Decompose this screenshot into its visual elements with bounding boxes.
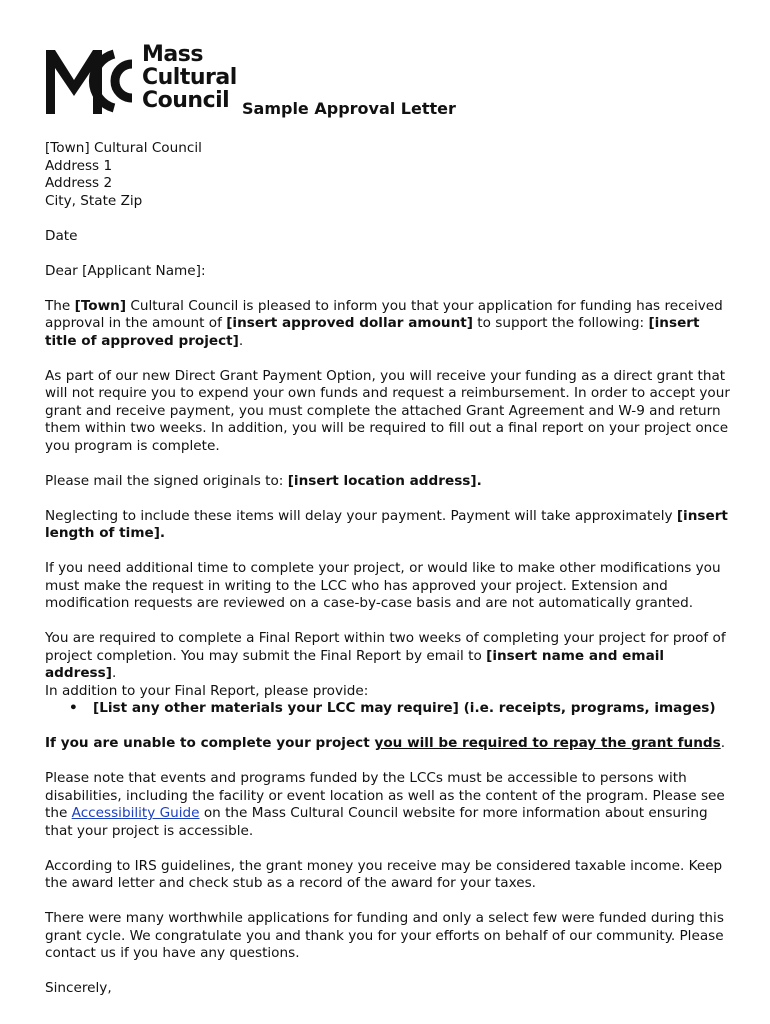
text-run: . — [111, 665, 117, 681]
paragraph-mail — [45, 473, 730, 491]
placeholder-town: [Town] — [74, 297, 127, 314]
paragraph-approval — [45, 298, 730, 351]
text-run: In addition to your Final Report, please provide: — [45, 682, 369, 699]
paragraph-final-report — [45, 630, 730, 700]
paragraph-accessibility — [45, 770, 730, 840]
placeholder-project-title: [insert title of approved project] — [45, 315, 700, 349]
placeholder-location-address: [insert location address]. — [287, 472, 482, 489]
text-run: . — [720, 735, 726, 751]
mass-cultural-council-logo — [44, 44, 244, 116]
address-line-2: Address 1 — [45, 157, 113, 174]
logo-line-council: Council — [142, 88, 230, 113]
mcc-logo-mark-icon — [44, 46, 134, 116]
paragraph-irs: According to IRS guidelines, the grant money you receive may be considered taxable income. Keep the award letter and check stub as a record of the award for your taxes. — [45, 857, 723, 891]
placeholder-amount: [insert approved dollar amount] — [226, 315, 473, 331]
text-run: Cultural Council is pleased to inform you that your application for funding has received approval in the amount of — [45, 297, 723, 331]
address-line-4: City, State Zip — [45, 192, 143, 209]
paragraph-direct-grant: As part of our new Direct Grant Payment Option, you will receive your funding as a direct grant that will not require you to expend your own funds and request a reimbursement. In order to accept your grant and receive payment, you must complete the attached Grant Agreement and W-9 and return them within two weeks. In addition, you will be required to fill out a final report on your project once you program is complete. — [45, 367, 730, 454]
text-run: If you are unable to complete your project — [45, 735, 375, 751]
paragraph-payment — [45, 508, 730, 543]
letter-body — [45, 140, 730, 1015]
text-run: Please mail the signed originals to: — [45, 472, 288, 489]
text-run: You are required to complete a Final Report within two weeks of completing your project for proof of project completion. You may submit the Final Report by email to — [45, 630, 726, 664]
paragraph-modifications: If you need additional time to complete your project, or would like to make other modifications you must make the request in writing to the LCC who has approved your project. Extension and modification requests are reviewed on a case-by-case basis and are not automatically granted. — [45, 560, 721, 611]
recipient-address — [45, 140, 730, 210]
materials-list — [45, 700, 730, 718]
letter-date: Date — [45, 227, 78, 244]
placeholder-name-email: [insert name and email address] — [45, 647, 665, 681]
logo-line-mass: Mass — [142, 42, 203, 67]
text-run: . — [238, 332, 244, 349]
paragraph-repay — [45, 735, 730, 753]
list-item: • [List any other materials your LCC may require] (i.e. receipts, programs, images) — [45, 700, 730, 718]
repay-warning: you will be required to repay the grant funds — [374, 735, 721, 751]
placeholder-length-of-time: [insert length of time]. — [45, 507, 728, 541]
text-run: to support the following: — [472, 315, 649, 331]
closing: Sincerely, — [45, 980, 112, 996]
text-run: on the Mass Cultural Council website for more information about ensuring that your project is accessible. — [45, 805, 708, 839]
letter-title: Sample Approval Letter — [242, 99, 456, 118]
logo-wordmark — [142, 44, 237, 113]
address-line-3: Address 2 — [45, 175, 113, 191]
text-run: The — [45, 297, 75, 314]
paragraph-thanks: There were many worthwhile applications for funding and only a select few were funded during this grant cycle. We congratulate you and thank you for your efforts on behalf of our community. Please contact us if you have any questions. — [45, 910, 724, 961]
logo-line-cultural: Cultural — [142, 65, 237, 90]
salutation: Dear [Applicant Name]: — [45, 262, 206, 279]
address-line-1: [Town] Cultural Council — [45, 140, 202, 156]
accessibility-guide-link[interactable]: Accessibility Guide — [71, 805, 200, 821]
text-run: Neglecting to include these items will delay your payment. Payment will take approximately — [45, 507, 677, 524]
text-run: Please note that events and programs funded by the LCCs must be accessible to persons with disabilities, including the facility or event location as well as the content of the program. Please see the — [45, 770, 725, 821]
